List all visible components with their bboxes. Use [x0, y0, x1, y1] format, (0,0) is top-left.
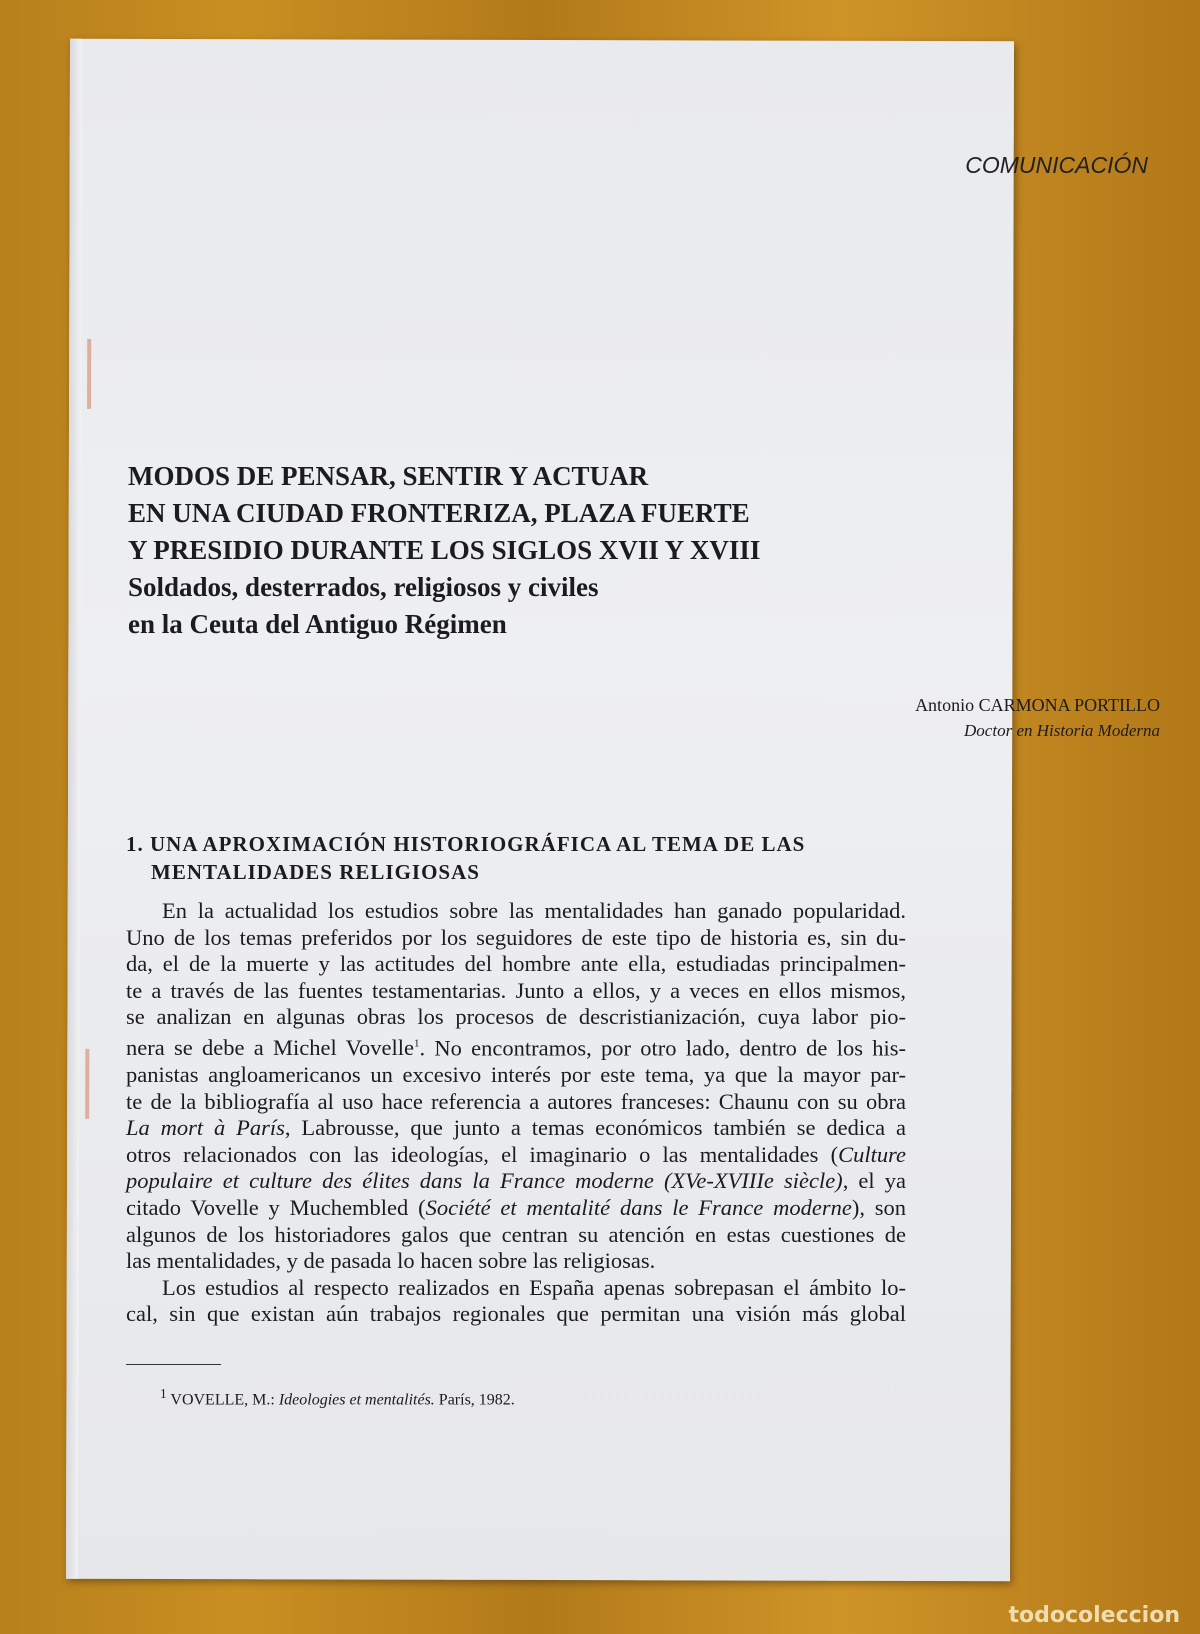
text-run: , el ya: [842, 1168, 907, 1194]
italic-text: populaire et culture des élites dans la France moderne (XVe-XVIIIe siècle): [126, 1168, 843, 1194]
staple: [85, 1049, 89, 1119]
text-run: se analizan en algunas obras los procesos de descristianización, cuya labor pio-: [126, 1004, 906, 1030]
watermark: todocoleccion: [1008, 1603, 1180, 1628]
footnote-mark: 1: [160, 1386, 167, 1401]
body-line: [126, 1168, 906, 1195]
text-run: te a través de las fuentes testamentarias. Junto a ellos, y a veces en ellos mismos,: [126, 977, 906, 1003]
text-run: ), son: [851, 1195, 907, 1221]
author-affiliation: Doctor en Historia Moderna: [964, 721, 1160, 740]
body-line: [126, 1301, 906, 1328]
body-line: [126, 925, 906, 952]
footnote-rule: [126, 1364, 221, 1365]
text-run: cal, sin que existan aún trabajos regionales que permitan una visión más global: [126, 1301, 906, 1327]
body-line: [126, 1115, 906, 1142]
text-run: . No encontramos, por otro lado, dentro de los his-: [419, 1035, 906, 1061]
section-heading: [126, 830, 906, 886]
italic-text: Culture: [838, 1141, 906, 1167]
title-line: Y PRESIDIO DURANTE LOS SIGLOS XVII Y XVIII: [128, 535, 761, 565]
italic-text: Société et mentalité dans le France moderne: [425, 1195, 852, 1221]
body-line: [126, 1031, 906, 1062]
body-line: [126, 1142, 906, 1169]
body-text: [126, 898, 906, 1328]
footnote-title: Ideologies et mentalités.: [278, 1391, 435, 1409]
text-run: las mentalidades, y de pasada lo hacen sobre las religiosas.: [126, 1248, 656, 1274]
section-kicker: COMUNICACIÓN: [965, 152, 1148, 178]
footnote-author: VOVELLE, M.:: [170, 1391, 275, 1409]
italic-text: La mort à París: [126, 1115, 285, 1141]
body-line: [126, 1089, 906, 1116]
booklet-spine: [66, 39, 82, 1579]
footnote-rest: París, 1982.: [438, 1391, 515, 1409]
staple: [87, 339, 91, 409]
title-line: MODOS DE PENSAR, SENTIR Y ACTUAR: [128, 461, 649, 491]
text-run: Los estudios al respecto realizados en España apenas sobrepasan el ámbito lo-: [162, 1274, 906, 1300]
subtitle-line: Soldados, desterrados, religiosos y civiles: [128, 572, 599, 602]
text-run: da, el de la muerte y las actitudes del hombre ante ella, estudiadas principalmen-: [126, 951, 906, 977]
title-line: EN UNA CIUDAD FRONTERIZA, PLAZA FUERTE: [128, 498, 750, 528]
footnote: [160, 1386, 515, 1409]
text-run: algunos de los historiadores galos que centran su atención en estas cuestiones de: [126, 1221, 906, 1247]
text-run: Uno de los temas preferidos por los seguidores de este tipo de historia es, sin du-: [126, 924, 906, 950]
footnote-reference: 1: [413, 1037, 420, 1050]
body-line: [126, 1062, 906, 1089]
section-heading-line: 1. UNA APROXIMACIÓN HISTORIOGRÁFICA AL TEMA DE LAS: [126, 832, 806, 856]
body-line: [126, 1248, 906, 1275]
body-line: [126, 1275, 906, 1302]
author-block: [915, 693, 1160, 743]
text-run: te de la bibliografía al uso hace referencia a autores franceses: Chaunu con su obra: [126, 1088, 906, 1114]
author-name: Antonio CARMONA PORTILLO: [915, 695, 1160, 715]
body-line: [126, 978, 906, 1005]
text-run: En la actualidad los estudios sobre las mentalidades han ganado popularidad.: [162, 898, 906, 923]
text-run: citado Vovelle y Muchembled (: [126, 1195, 426, 1221]
text-run: nera se debe a Michel Vovelle$^1$: [126, 1035, 420, 1061]
body-line: [126, 951, 906, 978]
text-run: otros relacionados con las ideologías, el imaginario o las mentalidades (: [126, 1141, 839, 1167]
text-run: panistas angloamericanos un excesivo interés por este tema, ya que la mayor par-: [126, 1062, 906, 1088]
section-heading-line: MENTALIDADES RELIGIOSAS: [151, 860, 480, 884]
body-line: [126, 898, 906, 925]
subtitle-line: en la Ceuta del Antiguo Régimen: [128, 609, 507, 639]
body-line: [126, 1004, 906, 1031]
body-line: [126, 1195, 906, 1222]
body-line: [126, 1222, 906, 1249]
text-run: , Labrousse, que junto a temas económicos también se dedica a: [284, 1115, 906, 1141]
article-title: [128, 458, 888, 643]
document-page: [66, 39, 1014, 1581]
